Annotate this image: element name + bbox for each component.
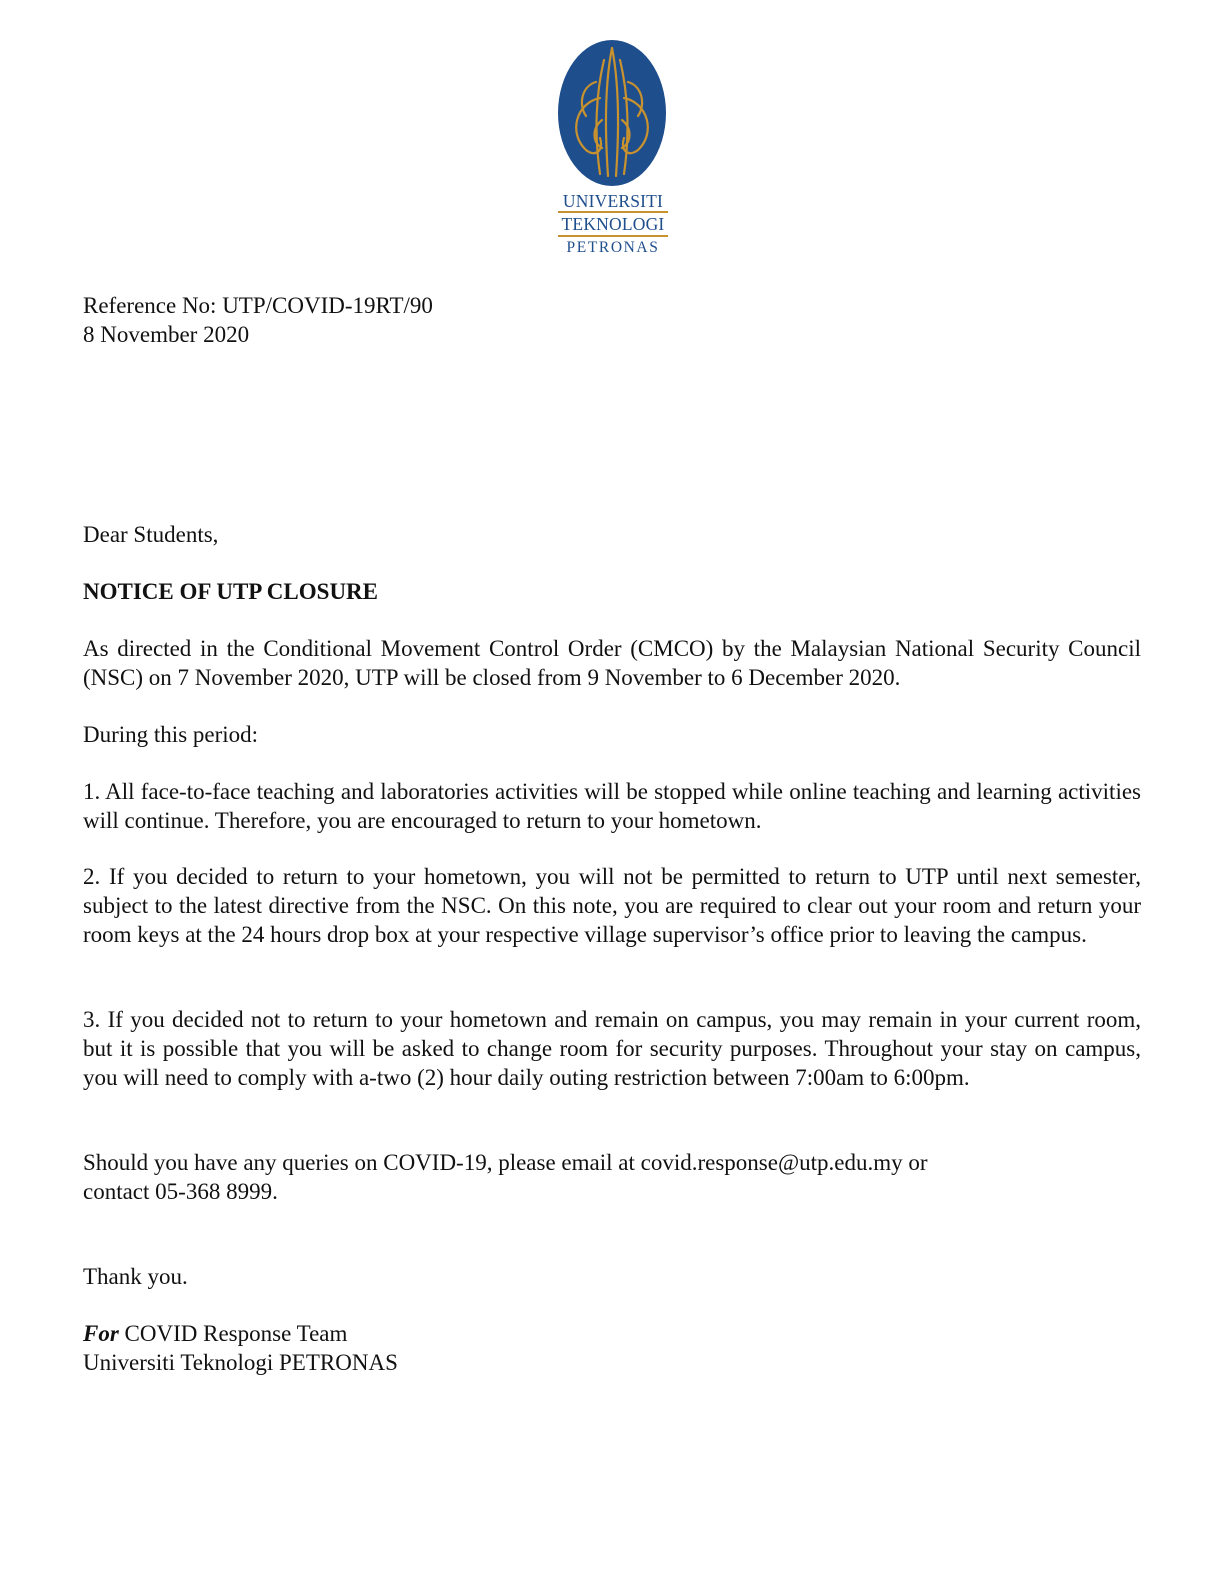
closing-thanks: Thank you. xyxy=(83,1264,188,1289)
utp-emblem-icon xyxy=(556,38,668,188)
signoff-team-line xyxy=(83,1319,1141,1348)
logo-text-universiti: UNIVERSITI xyxy=(562,191,664,211)
university-logo xyxy=(552,38,674,260)
logo-text-teknologi: TEKNOLOGI xyxy=(561,214,665,234)
point-2-paragraph: 2. If you decided to return to your hometown, you will not be permitted to return to UTP until next semester, subject to the latest directive from the NSC. On this note, you are required to clear out your room and return your room keys at the 24 hours drop box at your respective village supervisor’s office prior to leaving the campus. xyxy=(83,864,1141,947)
logo-divider xyxy=(558,211,668,213)
signoff-organization: Universiti Teknologi PETRONAS xyxy=(83,1350,398,1375)
queries-line-1: Should you have any queries on COVID-19, please email at covid.response@utp.edu.my or xyxy=(83,1150,928,1175)
logo-divider xyxy=(558,235,668,237)
salutation: Dear Students, xyxy=(83,522,219,547)
during-period-label: During this period: xyxy=(83,722,259,747)
signoff-team: COVID Response Team xyxy=(118,1321,348,1346)
notice-heading: NOTICE OF UTP CLOSURE xyxy=(83,579,379,604)
logo-text-petronas: PETRONAS xyxy=(566,239,660,256)
reference-number: Reference No: UTP/COVID-19RT/90 xyxy=(83,293,433,318)
letter-date: 8 November 2020 xyxy=(83,322,250,347)
point-3-paragraph: 3. If you decided not to return to your hometown and remain on campus, you may remain in your current room, but it is possible that you will be asked to change room for security purposes. Throughout your stay on campus, you will need to comply with a-two (2) hour daily outing restriction between 7:00am to 6:00pm. xyxy=(83,1007,1141,1090)
point-1-paragraph: 1. All face-to-face teaching and laboratories activities will be stopped while online teaching and learning activities will continue. Therefore, you are encouraged to return to your hometown. xyxy=(83,779,1141,833)
signoff-for: For xyxy=(83,1321,119,1346)
intro-paragraph: As directed in the Conditional Movement Control Order (CMCO) by the Malaysian National Security Council (NSC) on 7 November 2020, UTP will be closed from 9 November to 6 December 2020. xyxy=(83,636,1141,690)
queries-line-2: contact 05-368 8999. xyxy=(83,1179,278,1204)
